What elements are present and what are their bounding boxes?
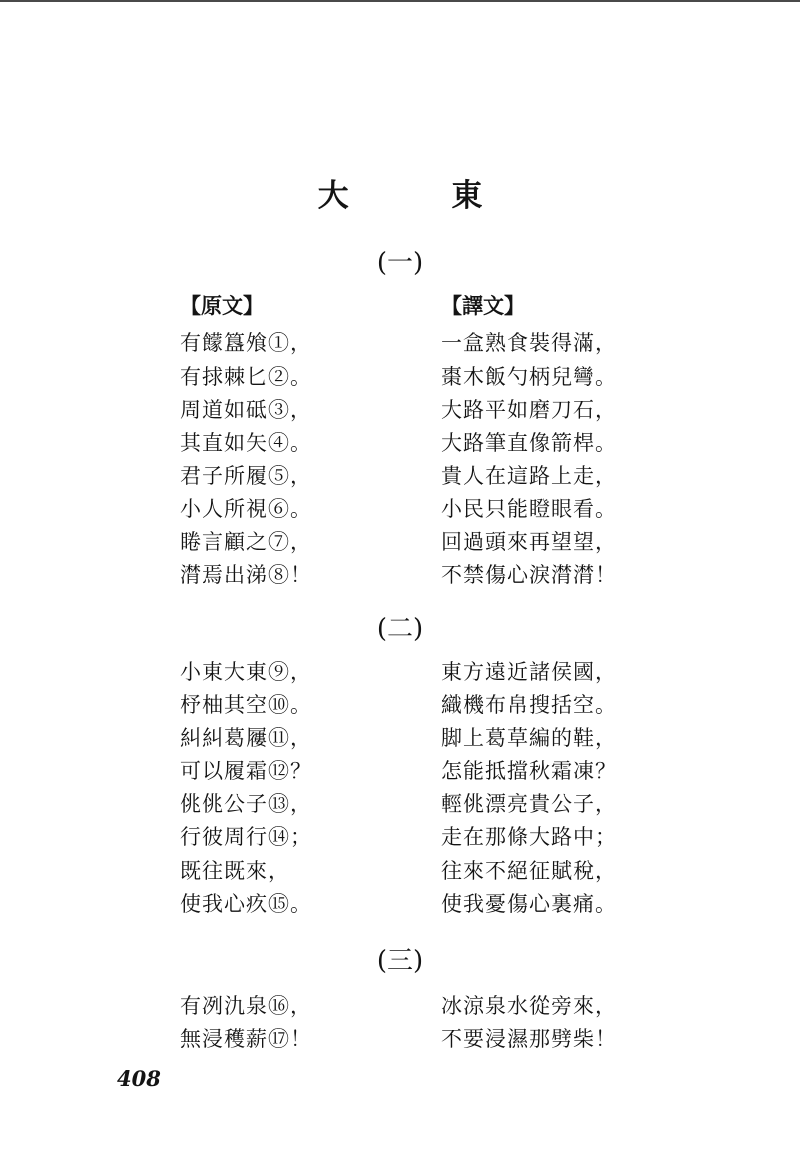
original-line: 既往既來，	[180, 859, 290, 883]
original-line: 行彼周行⑭；	[180, 825, 312, 849]
translation-line: 棗木飯勺柄兒彎。	[441, 365, 617, 389]
original-line: 有饛簋飧①，	[180, 331, 312, 355]
translation-heading: 【譯文】	[441, 293, 525, 318]
original-line: 使我心疚⑮。	[180, 892, 312, 916]
section-number-2: (二)	[376, 614, 424, 644]
original-line: 杼柚其空⑩。	[180, 693, 312, 717]
translation-line: 一盒熟食裝得滿，	[441, 331, 617, 355]
original-line: 無浸穫薪⑰！	[180, 1027, 312, 1051]
original-line: 小東大東⑨，	[180, 660, 312, 684]
translation-line: 脚上葛草編的鞋，	[441, 726, 617, 750]
translation-line: 使我憂傷心裏痛。	[441, 892, 617, 916]
original-line: 可以履霜⑫？	[180, 759, 312, 783]
translation-line: 大路平如磨刀石，	[441, 398, 617, 422]
translation-line: 小民只能瞪眼看。	[441, 497, 617, 521]
original-line: 潸焉出涕⑧！	[180, 563, 312, 587]
translation-line: 輕佻漂亮貴公子，	[441, 792, 617, 816]
translation-line: 貴人在這路上走，	[441, 464, 617, 488]
original-line: 君子所履⑤，	[180, 464, 312, 488]
original-line: 有冽氿泉⑯，	[180, 994, 312, 1018]
translation-line: 東方遠近諸侯國，	[441, 660, 617, 684]
translation-line: 怎能抵擋秋霜凍？	[441, 759, 617, 783]
original-line: 小人所視⑥。	[180, 497, 312, 521]
original-text-heading: 【原文】	[180, 293, 264, 318]
section-number-3: (三)	[376, 946, 424, 976]
original-line: 佻佻公子⑬，	[180, 792, 312, 816]
translation-line: 往來不絕征賦稅，	[441, 859, 617, 883]
translation-line: 不要浸濕那劈柴！	[441, 1027, 617, 1051]
original-line: 其直如矢④。	[180, 431, 312, 455]
translation-line: 織機布帛搜括空。	[441, 693, 617, 717]
translation-line: 冰涼泉水從旁來，	[441, 994, 617, 1018]
page-top-border	[0, 0, 800, 2]
translation-line: 回過頭來再望望，	[441, 530, 617, 554]
translation-line: 走在那條大路中；	[441, 825, 617, 849]
original-line: 睠言顧之⑦，	[180, 530, 312, 554]
translation-line: 不禁傷心淚潸潸！	[441, 563, 617, 587]
translation-line: 大路筆直像箭桿。	[441, 431, 617, 455]
original-line: 有捄棘匕②。	[180, 365, 312, 389]
original-line: 周道如砥③，	[180, 398, 312, 422]
poem-title: 大 東	[317, 178, 529, 214]
original-line: 糾糾葛屨⑪，	[180, 726, 312, 750]
section-number-1: (一)	[376, 248, 424, 278]
page-number: 408	[117, 1066, 161, 1091]
